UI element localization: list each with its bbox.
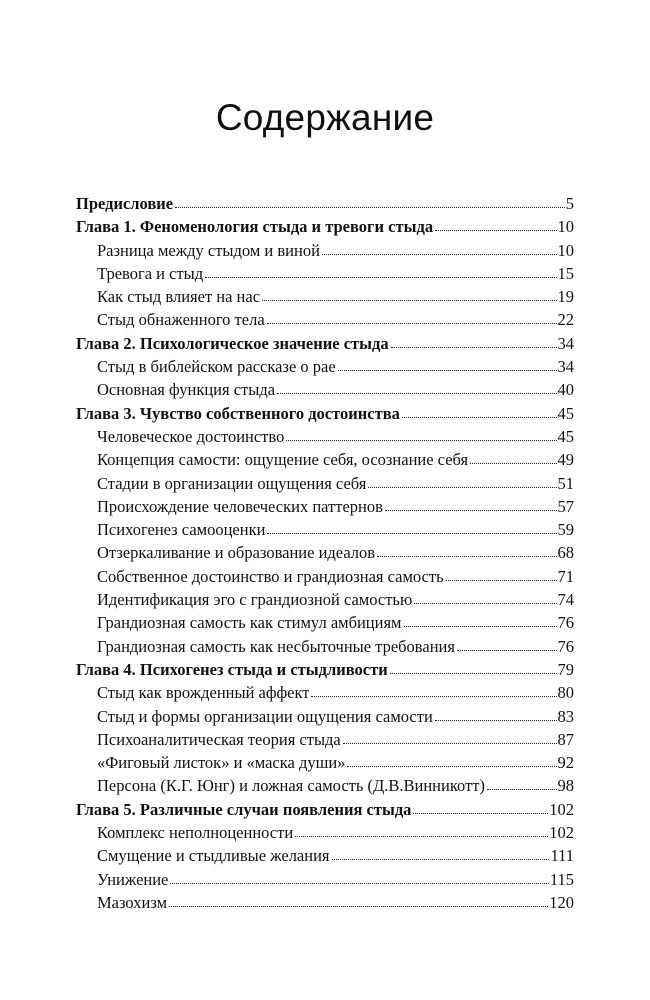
toc-entry-title: Основная функция стыда [97,380,276,400]
dot-leader [435,720,557,721]
toc-section-entry [76,541,574,564]
toc-chapter-entry [76,332,574,355]
toc-page-number: 15 [557,263,574,283]
toc-chapter-entry [76,658,574,681]
toc-entry-title: Стыд и формы организации ощущения самости [97,706,433,726]
dot-leader [262,300,556,301]
toc-entry-title: Мазохизм [97,892,168,912]
toc-section-entry [76,611,574,634]
toc-entry-title: Идентификация эго с грандиозной самостью [97,590,413,610]
toc-page-number: 80 [557,683,574,703]
toc-entry-title: Глава 4. Психогенез стыда и стыдливости [76,659,388,679]
toc-page-number: 76 [557,613,574,633]
toc-section-entry [76,635,574,658]
table-of-contents [76,192,574,914]
toc-entry-title: Собственное достоинство и грандиозная самость [97,566,444,586]
toc-page-number: 57 [557,496,574,516]
dot-leader [322,254,557,255]
dot-leader [457,650,557,651]
toc-page-number: 87 [557,729,574,749]
dot-leader [332,859,550,860]
toc-entry-title: «Фиговый листок» и «маска души» [97,753,346,773]
toc-section-entry [76,239,574,262]
toc-entry-title: Психогенез самооценки [97,520,266,540]
toc-entry-title: Стыд как врожденный аффект [97,683,310,703]
toc-entry-title: Стыд обнаженного тела [97,310,265,330]
dot-leader [402,417,557,418]
toc-chapter-entry [76,192,574,215]
toc-page-number: 92 [557,753,574,773]
toc-section-entry [76,774,574,797]
dot-leader [295,836,548,837]
toc-section-entry [76,518,574,541]
toc-page-number: 76 [557,636,574,656]
toc-section-entry [76,844,574,867]
toc-page-number: 111 [550,846,574,866]
toc-page-number: 10 [557,217,574,237]
dot-leader [267,533,556,534]
dot-leader [385,510,557,511]
dot-leader [347,766,556,767]
toc-section-entry [76,285,574,308]
toc-section-entry [76,262,574,285]
dot-leader [390,673,557,674]
dot-leader [487,789,557,790]
dot-leader [267,323,557,324]
toc-entry-title: Глава 2. Психологическое значение стыда [76,333,389,353]
toc-section-entry [76,891,574,914]
toc-page-number: 10 [557,240,574,260]
toc-page-number: 115 [549,869,574,889]
toc-chapter-entry [76,798,574,821]
dot-leader [368,487,556,488]
toc-page-number: 71 [557,566,574,586]
toc-entry-title: Глава 1. Феноменология стыда и тревоги стыда [76,217,434,237]
toc-entry-title: Психоаналитическая теория стыда [97,729,341,749]
toc-page-number: 68 [557,543,574,563]
toc-section-entry [76,868,574,891]
toc-entry-title: Отзеркаливание и образование идеалов [97,543,376,563]
toc-section-entry [76,495,574,518]
toc-entry-title: Глава 5. Различные случаи появления стыда [76,799,412,819]
dot-leader [175,207,565,208]
toc-entry-title: Предисловие [76,194,174,213]
toc-section-entry [76,821,574,844]
toc-page-number: 45 [557,426,574,446]
toc-entry-title: Как стыд влияет на нас [97,287,261,307]
toc-page-number: 34 [557,357,574,377]
toc-page-number: 5 [565,194,574,213]
toc-page-number: 59 [557,520,574,540]
toc-entry-title: Смущение и стыдливые желания [97,846,330,866]
toc-page-number: 102 [549,799,574,819]
toc-page-number: 79 [557,659,574,679]
dot-leader [343,743,557,744]
toc-entry-title: Комплекс неполноценности [97,823,294,843]
dot-leader [414,603,556,604]
toc-entry-title: Концепция самости: ощущение себя, осознание себя [97,450,469,470]
dot-leader [338,370,557,371]
toc-page-number: 34 [557,333,574,353]
toc-page-number: 102 [549,823,574,843]
toc-page-number: 22 [557,310,574,330]
toc-section-entry [76,588,574,611]
toc-page-number: 19 [557,287,574,307]
toc-entry-title: Человеческое достоинство [97,426,285,446]
toc-entry-title: Грандиозная самость как несбыточные требования [97,636,455,656]
toc-section-entry [76,448,574,471]
dot-leader [170,883,548,884]
toc-entry-title: Тревога и стыд [97,263,204,283]
dot-leader [435,230,556,231]
toc-section-entry [76,308,574,331]
dot-leader [470,463,556,464]
toc-entry-title: Грандиозная самость как стимул амбициям [97,613,402,633]
toc-page-number: 74 [557,590,574,610]
toc-entry-title: Глава 3. Чувство собственного достоинства [76,403,400,423]
toc-section-entry [76,728,574,751]
toc-entry-title: Разница между стыдом и виной [97,240,320,260]
toc-page-number: 51 [557,473,574,493]
toc-entry-title: Стадии в организации ощущения себя [97,473,367,493]
dot-leader [205,277,556,278]
toc-page-number: 40 [557,380,574,400]
dot-leader [391,347,557,348]
dot-leader [446,580,557,581]
toc-entry-title: Стыд в библейском рассказе о рае [97,357,336,377]
toc-section-entry [76,378,574,401]
toc-section-entry [76,425,574,448]
toc-page-number: 45 [557,403,574,423]
dot-leader [286,440,556,441]
toc-section-entry [76,355,574,378]
toc-chapter-entry [76,402,574,425]
toc-section-entry [76,751,574,774]
toc-section-entry [76,681,574,704]
toc-page-number: 83 [557,706,574,726]
toc-section-entry [76,472,574,495]
toc-entry-title: Происхождение человеческих паттернов [97,496,383,516]
dot-leader [277,393,556,394]
dot-leader [311,696,556,697]
dot-leader [377,556,556,557]
toc-section-entry [76,705,574,728]
dot-leader [413,813,548,814]
page-title: Содержание [215,97,435,138]
toc-page-number: 120 [549,892,574,912]
toc-page-number: 98 [557,776,574,796]
dot-leader [404,626,557,627]
toc-entry-title: Персона (К.Г. Юнг) и ложная самость (Д.В.Винникотт) [97,776,485,796]
toc-chapter-entry [76,215,574,238]
toc-entry-title: Унижение [97,869,169,889]
toc-page-number: 49 [557,450,574,470]
dot-leader [169,906,548,907]
toc-section-entry [76,565,574,588]
